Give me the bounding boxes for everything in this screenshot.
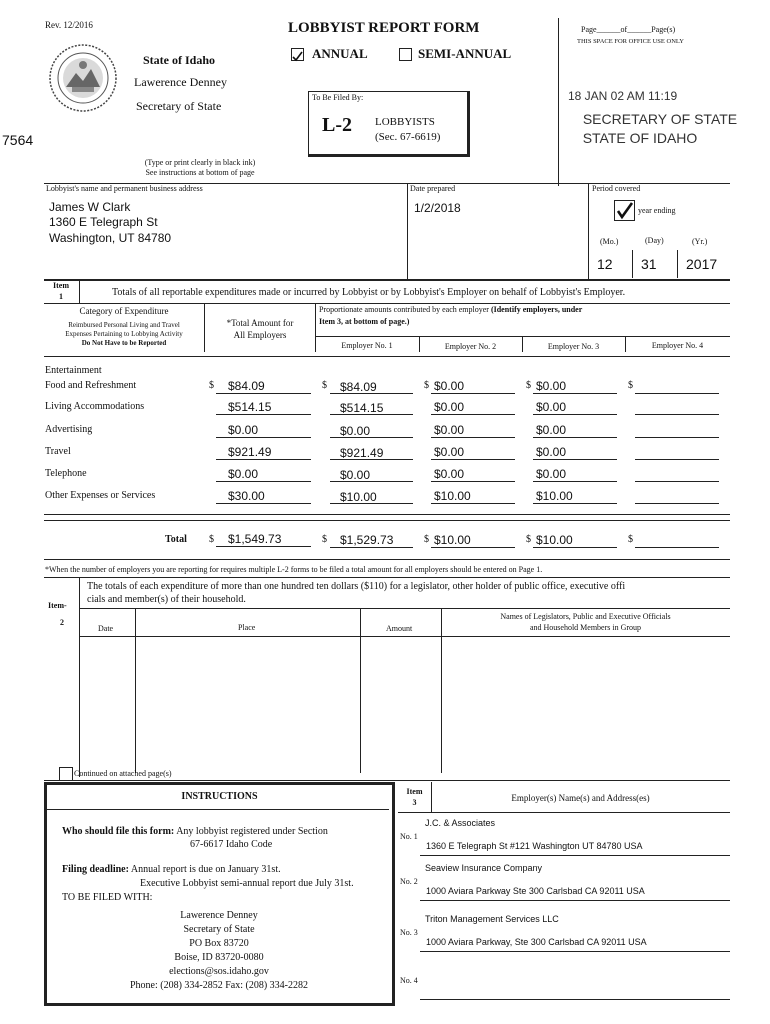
month-value[interactable]: 12 [597, 256, 613, 272]
expenditure-amount-e1[interactable]: $514.15 [340, 401, 384, 415]
secretary-name: Lawerence Denney [134, 75, 227, 89]
expenditure-amount-e3[interactable]: $0.00 [536, 379, 567, 393]
expenditure-amount-total[interactable]: $921.49 [228, 445, 272, 459]
expenditure-amount-e3[interactable]: $10.00 [536, 489, 573, 503]
dollar-sign: $ [209, 380, 214, 391]
expenditure-amount-e2[interactable]: $0.00 [434, 423, 465, 437]
annual-label: ANNUAL [312, 46, 368, 61]
lobbyist-address-label: Lobbyist's name and permanent business address [46, 184, 203, 193]
dollar-sign: $ [322, 380, 327, 391]
employer-number-label: No. 1 [400, 832, 418, 841]
secretary-title: Secretary of State [136, 99, 222, 113]
item1-label: Item [53, 281, 69, 290]
total-amount-header: *Total Amount for [226, 318, 294, 328]
entertainment-label: Entertainment [45, 365, 102, 376]
who-should-file-label: Who should file this form: [62, 826, 175, 837]
expenditure-amount-e3[interactable]: $0.00 [536, 400, 567, 414]
expenditure-amount-e1[interactable]: $0.00 [340, 424, 371, 438]
instructions-note: See instructions at bottom of page [145, 168, 255, 177]
to-be-filed-label: To Be Filed By: [312, 93, 364, 102]
year-label: (Yr.) [692, 237, 708, 246]
item2-names-header2: and Household Members in Group [529, 623, 642, 632]
lobbyists-label: LOBBYISTS [375, 116, 435, 128]
period-covered-label: Period covered [592, 184, 641, 193]
employer-address[interactable]: 1000 Aviara Parkway Ste 300 Carlsbad CA 92011 USA [426, 886, 645, 896]
category-note1: Reimbursed Personal Living and Travel [68, 321, 180, 329]
total-employer-2[interactable]: $10.00 [434, 533, 471, 547]
expenditure-amount-e1[interactable]: $0.00 [340, 468, 371, 482]
lobbyist-address-line2[interactable]: Washington, UT 84780 [49, 231, 172, 245]
check-icon [292, 51, 303, 62]
expenditure-category-label: Travel [45, 446, 71, 457]
filing-deadline-text: Annual report is due on January 31st. [130, 864, 281, 875]
who-should-file-text2: 67-6617 Idaho Code [190, 839, 273, 850]
lobbyist-address-line1[interactable]: 1360 E Telegraph St [49, 215, 158, 229]
item2-amount-header: Amount [386, 624, 413, 633]
item2-heading2: cials and member(s) of their household. [87, 594, 246, 605]
filing-deadline-label: Filing deadline: [62, 864, 129, 875]
section-label: (Sec. 67-6619) [375, 131, 441, 143]
received-stamp-line2: STATE OF IDAHO [582, 130, 698, 146]
type-note: (Type or print clearly in black ink) [144, 158, 256, 167]
dollar-sign: $ [628, 380, 633, 391]
dollar-sign: $ [424, 534, 429, 545]
total-row-label: Total [165, 534, 187, 545]
expenditure-amount-e1[interactable]: $10.00 [340, 490, 377, 504]
filing-address-line: Secretary of State [183, 924, 255, 935]
employer-number-label: No. 3 [400, 928, 418, 937]
employer-footnote: *When the number of employers you are reporting for requires multiple L-2 forms to be filed a total amount for all employers should be entered on Page 1. [45, 565, 543, 574]
item2-number: 2 [60, 618, 64, 627]
expenditure-category-label: Living Accommodations [45, 401, 145, 412]
page-count-label: Page______of______Page(s) [581, 25, 676, 34]
item2-names-header: Names of Legislators, Public and Executive Officials [500, 612, 671, 621]
expenditure-amount-e3[interactable]: $0.00 [536, 467, 567, 481]
employer-number-label: No. 2 [400, 877, 418, 886]
year-ending-checkbox[interactable] [614, 200, 635, 221]
total-employer-3[interactable]: $10.00 [536, 533, 573, 547]
dollar-sign: $ [322, 534, 327, 545]
document-side-number: 7564 [2, 132, 34, 148]
expenditure-category-label: Other Expenses or Services [45, 490, 156, 501]
form-title: LOBBYIST REPORT FORM [288, 20, 480, 36]
total-amount-header2: All Employers [233, 330, 287, 340]
file-with-label: TO BE FILED WITH: [62, 892, 153, 903]
expenditure-amount-e2[interactable]: $0.00 [434, 400, 465, 414]
employer-col-3: Employer No. 3 [547, 342, 600, 351]
dollar-sign: $ [209, 534, 214, 545]
item3-heading: Employer(s) Name(s) and Address(es) [511, 793, 650, 803]
office-use-label: THIS SPACE FOR OFFICE USE ONLY [577, 38, 684, 45]
dollar-sign: $ [628, 534, 633, 545]
expenditure-amount-total[interactable]: $0.00 [228, 467, 259, 481]
item3-number: 3 [412, 798, 417, 807]
month-label: (Mo.) [600, 237, 619, 246]
employer-address[interactable]: 1000 Aviara Parkway, Ste 300 Carlsbad CA 92011 USA [426, 937, 647, 947]
filing-phone-fax: Phone: (208) 334-2852 Fax: (208) 334-2282 [129, 980, 309, 991]
item1-heading: Totals of all reportable expenditures made or incurred by Lobbyist or by Lobbyist's Employer on behalf of Lobbyist's Employer. [112, 287, 626, 298]
received-stamp-line1: SECRETARY OF STATE [582, 111, 738, 127]
expenditure-amount-e2[interactable]: $0.00 [434, 445, 465, 459]
employer-number-label: No. 4 [400, 976, 418, 985]
filing-address-line: PO Box 83720 [189, 938, 249, 949]
category-header: Category of Expenditure [79, 306, 169, 316]
expenditure-category-label: Advertising [45, 424, 93, 435]
category-note3: Do Not Have to be Reported [81, 339, 167, 347]
who-should-file-text: Any lobbyist registered under Section [176, 826, 328, 837]
employer-name[interactable]: Triton Management Services LLC [425, 914, 559, 924]
semiannual-label: SEMI-ANNUAL [418, 46, 512, 61]
revision-label: Rev. 12/2016 [45, 20, 93, 30]
semiannual-checkbox[interactable] [399, 48, 412, 61]
expenditure-amount-e2[interactable]: $0.00 [434, 467, 465, 481]
employer-name[interactable]: J.C. & Associates [425, 818, 496, 828]
grand-total-all[interactable]: $1,549.73 [228, 532, 282, 546]
idaho-state-seal [48, 43, 118, 113]
filing-address-line: Boise, ID 83720-0080 [174, 952, 264, 963]
form-code: L-2 [322, 114, 352, 136]
expenditure-amount-total[interactable]: $0.00 [228, 423, 259, 437]
annual-checkbox[interactable] [291, 48, 304, 61]
expenditure-amount-e3[interactable]: $0.00 [536, 445, 567, 459]
employer-address[interactable]: 1360 E Telegraph St #121 Washington UT 84780 USA [426, 841, 643, 851]
item2-heading: The totals of each expenditure of more than one hundred ten dollars ($110) for a legislator, other holder of public office, executive offi [87, 581, 626, 592]
expenditure-amount-e2[interactable]: $0.00 [434, 379, 465, 393]
lobbyist-name[interactable]: James W Clark [49, 200, 131, 214]
date-prepared-value[interactable]: 1/2/2018 [414, 201, 461, 215]
total-employer-1[interactable]: $1,529.73 [340, 533, 394, 547]
state-name: State of Idaho [143, 53, 216, 67]
employer-col-4: Employer No. 4 [651, 341, 704, 350]
category-note2: Expenses Pertaining to Lobbying Activity [65, 330, 183, 338]
employer-name[interactable]: Seaview Insurance Company [425, 863, 543, 873]
employer-col-2: Employer No. 2 [444, 342, 497, 351]
item2-date-header: Date [98, 624, 114, 633]
period-type-label: year ending [638, 206, 676, 215]
expenditure-amount-total[interactable]: $30.00 [228, 489, 265, 503]
check-icon [615, 201, 634, 220]
day-label: (Day) [645, 236, 664, 245]
dollar-sign: $ [526, 534, 531, 545]
continued-checkbox[interactable] [59, 767, 73, 781]
employer-col-1: Employer No. 1 [341, 341, 393, 350]
item2-label: Item- [48, 601, 67, 610]
item2-place-header: Place [238, 623, 256, 632]
year-value[interactable]: 2017 [686, 256, 718, 272]
date-prepared-label: Date prepared [410, 184, 456, 193]
expenditure-amount-total[interactable]: $84.09 [228, 379, 265, 393]
expenditure-category-label: Telephone [45, 468, 87, 479]
expenditure-amount-total[interactable]: $514.15 [228, 400, 272, 414]
expenditure-amount-e3[interactable]: $0.00 [536, 423, 567, 437]
continued-label: Continued on attached page(s) [74, 769, 172, 778]
proportionate-header2: Item 3, at bottom of page.) [319, 317, 410, 326]
expenditure-amount-e2[interactable]: $10.00 [434, 489, 471, 503]
dollar-sign: $ [424, 380, 429, 391]
item3-label: Item [406, 787, 423, 796]
item1-number: 1 [59, 292, 63, 301]
filing-email: elections@sos.idaho.gov [169, 966, 269, 977]
expenditure-amount-e1[interactable]: $921.49 [340, 446, 384, 460]
filing-address-line: Lawerence Denney [180, 910, 258, 921]
proportionate-header: Proportionate amounts contributed by each employer (Identify employers, under [319, 305, 583, 314]
received-stamp-date: 18 JAN 02 AM 11:19 [568, 89, 678, 103]
expenditure-category-label: Food and Refreshment [45, 380, 137, 391]
filing-deadline-text2: Executive Lobbyist semi-annual report due July 31st. [140, 878, 354, 889]
day-value[interactable]: 31 [641, 256, 657, 272]
instructions-title: INSTRUCTIONS [181, 791, 258, 802]
dollar-sign: $ [526, 380, 531, 391]
expenditure-amount-e1[interactable]: $84.09 [340, 380, 377, 394]
